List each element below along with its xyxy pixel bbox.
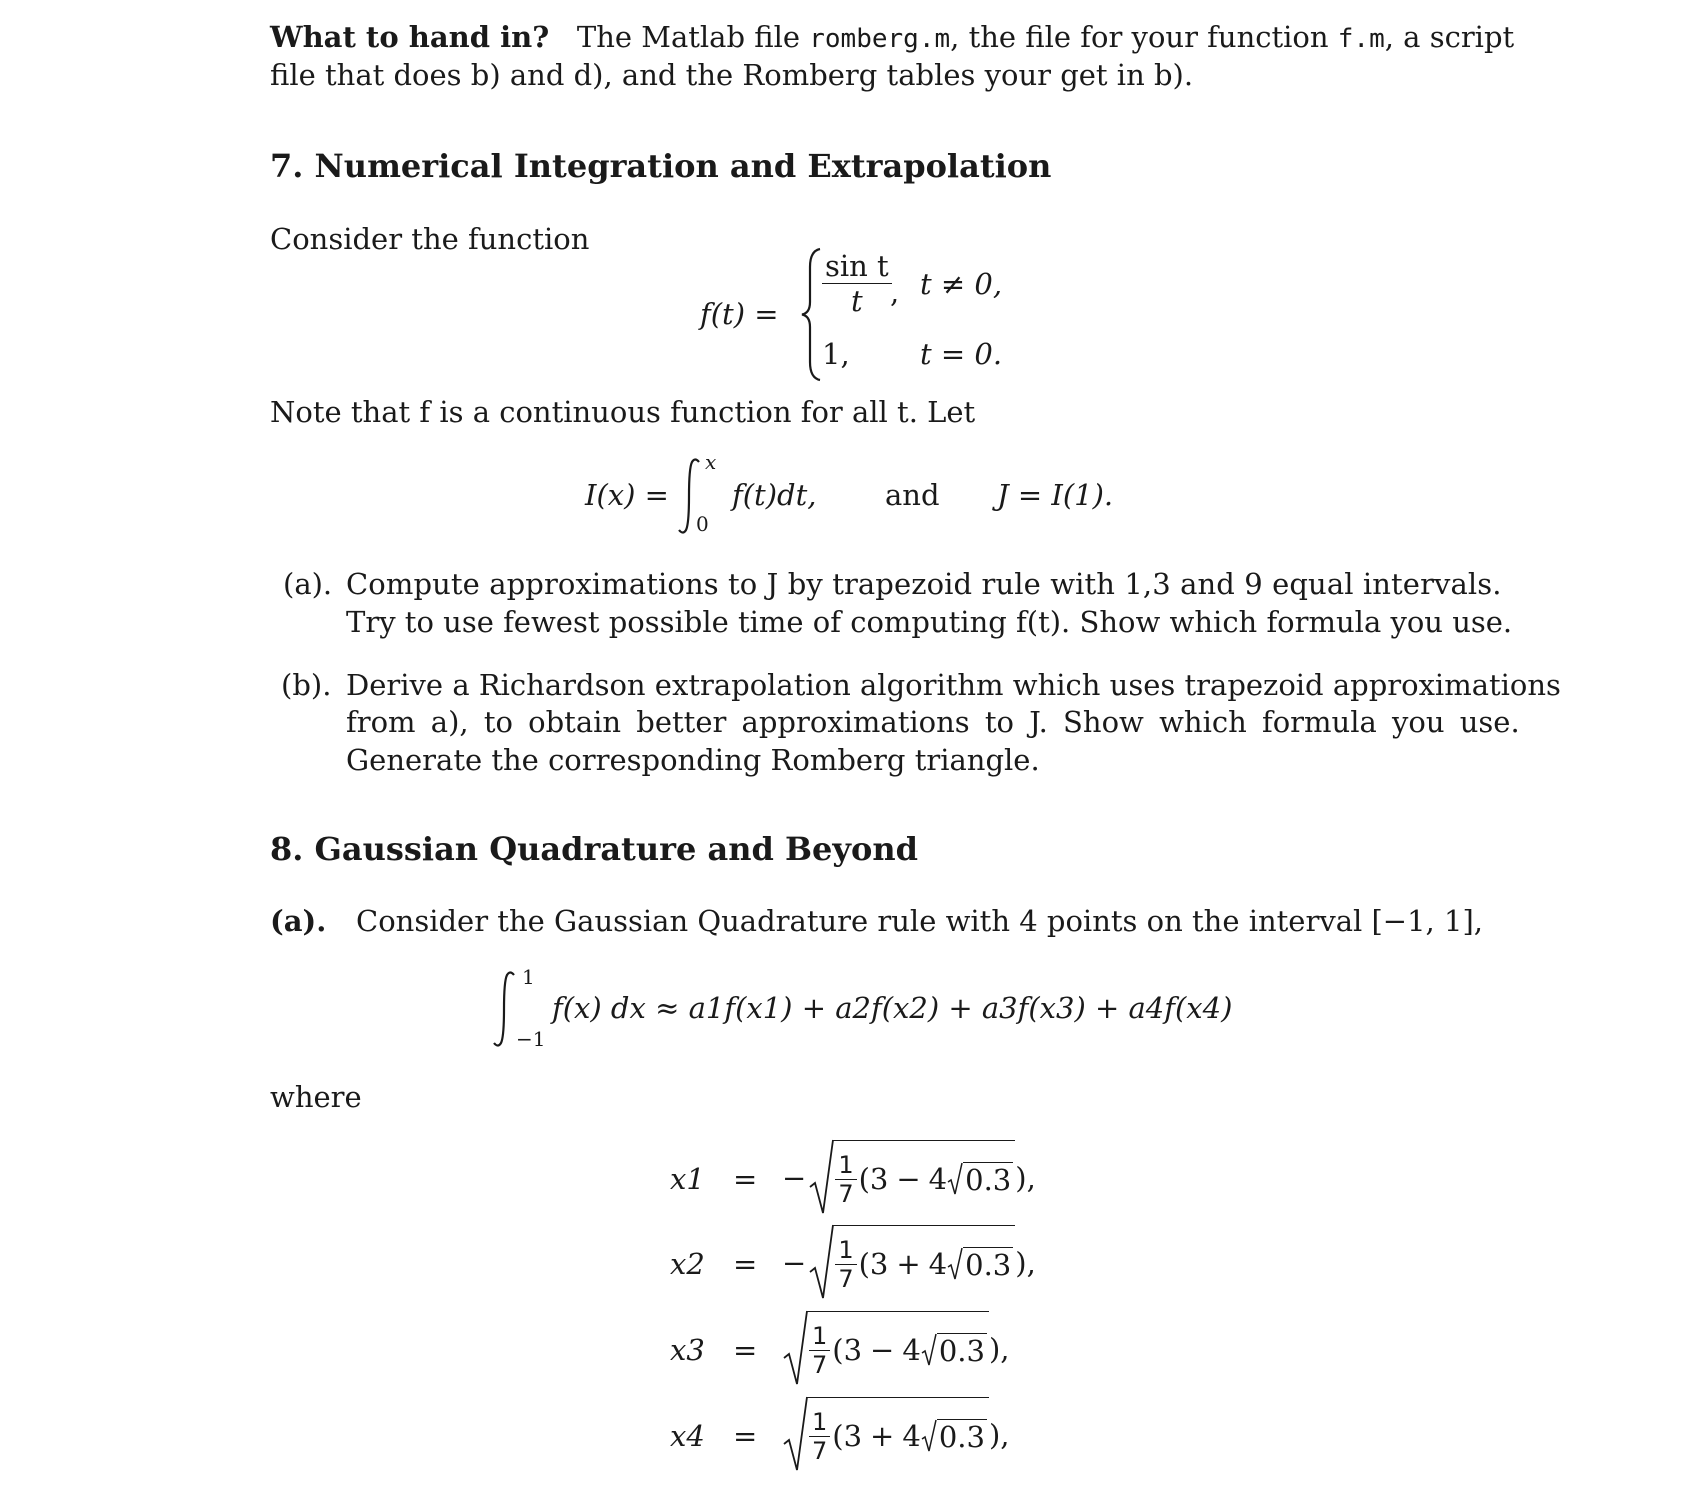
node-sign: −: [782, 1246, 807, 1280]
paren-close: ),: [1015, 1161, 1036, 1195]
node-equals: =: [733, 1247, 758, 1281]
node-var: x4: [670, 1419, 705, 1453]
hand-in-line-1: [270, 20, 1514, 54]
hand-in-line-2: file that does b) and d), and the Romberg tables your get in b).: [270, 58, 1194, 92]
item-b-line-2: from a), to obtain better approximations to J. Show which formula you use.: [346, 705, 1520, 739]
inner-square-root-icon: [947, 1247, 963, 1281]
node-value: [782, 1223, 1036, 1303]
node-sign: −: [782, 1161, 807, 1195]
fraction-numerator: 1: [809, 1408, 830, 1437]
square-root-icon: [782, 1396, 808, 1474]
node-row-3: [670, 1309, 1070, 1389]
fraction-denominator: 7: [812, 1350, 828, 1379]
paren-open: (3: [858, 1247, 889, 1281]
paren-close: ),: [988, 1418, 1010, 1452]
hand-in-text-b: , the file for your function: [950, 20, 1329, 54]
inner-square-root-icon: [921, 1419, 937, 1453]
fraction-numerator: 1: [835, 1236, 856, 1265]
coefficient: 4: [928, 1162, 948, 1196]
fraction-denominator: 7: [838, 1264, 854, 1293]
fraction-numerator: 1: [809, 1322, 830, 1351]
fraction-numerator: 1: [835, 1151, 856, 1180]
item-a-line-1: Compute approximations to J by trapezoid rule with 1,3 and 9 equal intervals.: [346, 567, 1502, 601]
operator: +: [896, 1247, 921, 1281]
node-value: [782, 1138, 1036, 1218]
quadrature-lower-limit: −1: [516, 1027, 546, 1051]
paren-open: (3: [832, 1419, 863, 1453]
paren-close: ),: [988, 1332, 1010, 1366]
item-b-line-1: Derive a Richardson extrapolation algorithm which uses trapezoid approximations: [346, 668, 1561, 702]
integral-upper-limit: x: [705, 450, 717, 474]
node-equals: =: [733, 1162, 758, 1196]
section-7-note: Note that f is a continuous function for all t. Let: [270, 395, 976, 429]
operator: +: [870, 1419, 895, 1453]
item-a-label: (a).: [283, 567, 333, 601]
fraction-denominator: 7: [838, 1179, 854, 1208]
radicand-value: 0.3: [965, 1162, 1012, 1197]
hand-in-label: What to hand in?: [270, 20, 550, 54]
quadrature-upper-limit: 1: [522, 965, 535, 989]
fraction-denominator: 7: [812, 1436, 828, 1465]
code-f: f.m: [1337, 24, 1385, 54]
node-equals: =: [733, 1419, 758, 1453]
node-row-2: [670, 1223, 1070, 1303]
case-1-numerator: sin t: [822, 249, 892, 284]
integral-integrand: f(t)dt,: [732, 478, 817, 512]
case-1-fraction: [822, 249, 892, 318]
radicand-value: 0.3: [938, 1333, 985, 1368]
hand-in-text-a: The Matlab file: [576, 20, 801, 54]
node-var: x2: [670, 1247, 705, 1281]
case-1-denominator: t: [851, 284, 863, 318]
paren-close: ),: [1015, 1246, 1036, 1280]
node-row-4: [670, 1395, 1070, 1475]
inner-square-root-icon: [947, 1162, 963, 1196]
paren-open: (3: [858, 1162, 889, 1196]
integral-rhs: J = I(1).: [997, 478, 1114, 512]
where-label: where: [270, 1080, 362, 1114]
quadrature-expression: f(x) dx ≈ a1f(x1) + a2f(x2) + a3f(x3) + a4f(x4): [552, 991, 1233, 1025]
coefficient: 4: [902, 1419, 921, 1453]
coefficient: 4: [928, 1247, 948, 1281]
inner-square-root-icon: [921, 1333, 937, 1367]
case-2-condition: t = 0.: [920, 337, 1003, 371]
operator: −: [870, 1333, 895, 1367]
code-romberg: romberg.m: [809, 24, 951, 54]
section-7-heading: 7. Numerical Integration and Extrapolation: [270, 147, 1052, 185]
radicand-value: 0.3: [965, 1247, 1012, 1282]
item-b-line-3: Generate the corresponding Romberg triangle.: [346, 743, 1040, 777]
node-value: [782, 1309, 1009, 1389]
radicand-value: 0.3: [938, 1419, 985, 1454]
integral-lower-limit: 0: [696, 512, 709, 536]
left-brace-icon: [798, 247, 824, 382]
square-root-icon: [808, 1224, 834, 1302]
square-root-icon: [782, 1310, 808, 1388]
node-value: [782, 1395, 1009, 1475]
integral-and: and: [885, 478, 940, 512]
piecewise-lhs: f(t) =: [700, 297, 779, 331]
node-var: x3: [670, 1333, 705, 1367]
quadrature-formula: [490, 965, 1233, 1055]
item-b-label: (b).: [281, 668, 332, 702]
node-row-1: [670, 1138, 1070, 1218]
section-8-heading: 8. Gaussian Quadrature and Beyond: [270, 830, 918, 868]
integral-lhs: I(x) =: [585, 478, 669, 512]
part-a-label: (a).: [270, 904, 327, 938]
paren-open: (3: [832, 1333, 863, 1367]
part-a-text: Consider the Gaussian Quadrature rule with 4 points on the interval [−1, 1],: [356, 904, 1483, 938]
case-1-comma: ,: [890, 275, 900, 309]
square-root-icon: [808, 1139, 834, 1217]
piecewise-function: [700, 245, 1020, 385]
coefficient: 4: [902, 1333, 921, 1367]
integral-definition: [585, 450, 1145, 540]
section-7-intro: Consider the function: [270, 222, 590, 256]
node-var: x1: [670, 1162, 705, 1196]
item-a-line-2: Try to use fewest possible time of computing f(t). Show which formula you use.: [346, 605, 1513, 639]
operator: −: [896, 1162, 921, 1196]
case-1-condition: t ≠ 0,: [920, 267, 1003, 301]
case-2-value: 1,: [822, 337, 850, 371]
node-equals: =: [733, 1333, 758, 1367]
hand-in-text-c: , a script: [1384, 20, 1515, 54]
